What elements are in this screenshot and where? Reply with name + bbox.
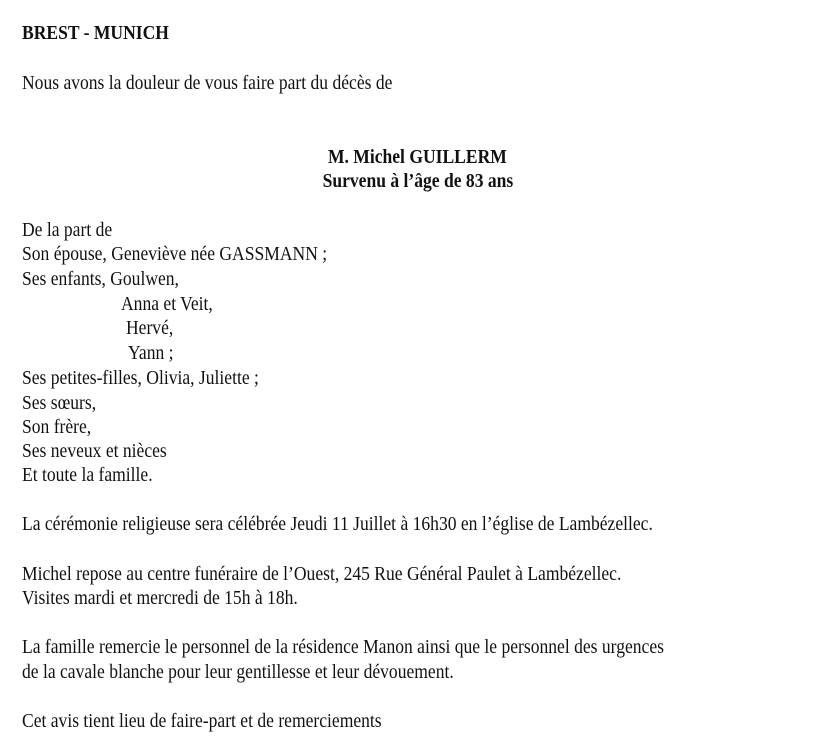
family-line-brother: Son frère, xyxy=(22,417,92,438)
family-line-spouse: Son épouse, Geneviève née GASSMANN ; xyxy=(22,244,328,265)
family-line-child: Anna et Veit, xyxy=(121,294,213,315)
family-line-child: Hervé, xyxy=(126,318,174,339)
family-line: De la part de xyxy=(22,220,113,241)
ceremony-text: La cérémonie religieuse sera célébrée Jeudi 11 Juillet à 16h30 en l’église de Lambézellec. xyxy=(22,514,653,535)
family-line-all: Et toute la famille. xyxy=(22,465,153,486)
family-line-child: Yann ; xyxy=(128,343,174,364)
family-line-sisters: Ses sœurs, xyxy=(22,393,97,414)
thanks-text: La famille remercie le personnel de la résidence Manon ainsi que le personnel des urgences xyxy=(22,637,664,658)
location-header: BREST - MUNICH xyxy=(22,23,169,44)
rest-location-text: Michel repose au centre funéraire de l’Ouest, 245 Rue Général Paulet à Lambézellec. xyxy=(22,564,622,585)
deceased-name: M. Michel GUILLERM xyxy=(328,147,507,168)
visiting-hours-text: Visites mardi et mercredi de 15h à 18h. xyxy=(22,588,298,609)
family-line-children: Ses enfants, Goulwen, xyxy=(22,269,179,290)
thanks-text-continued: de la cavale blanche pour leur gentillesse et leur dévouement. xyxy=(22,662,454,683)
intro-text: Nous avons la douleur de vous faire part du décès de xyxy=(22,73,393,94)
deceased-age: Survenu à l’âge de 83 ans xyxy=(322,171,513,192)
family-line-nephews: Ses neveux et nièces xyxy=(22,441,167,462)
closing-text: Cet avis tient lieu de faire-part et de remerciements xyxy=(22,711,382,732)
family-line-granddaughters: Ses petites-filles, Olivia, Juliette ; xyxy=(22,368,259,389)
